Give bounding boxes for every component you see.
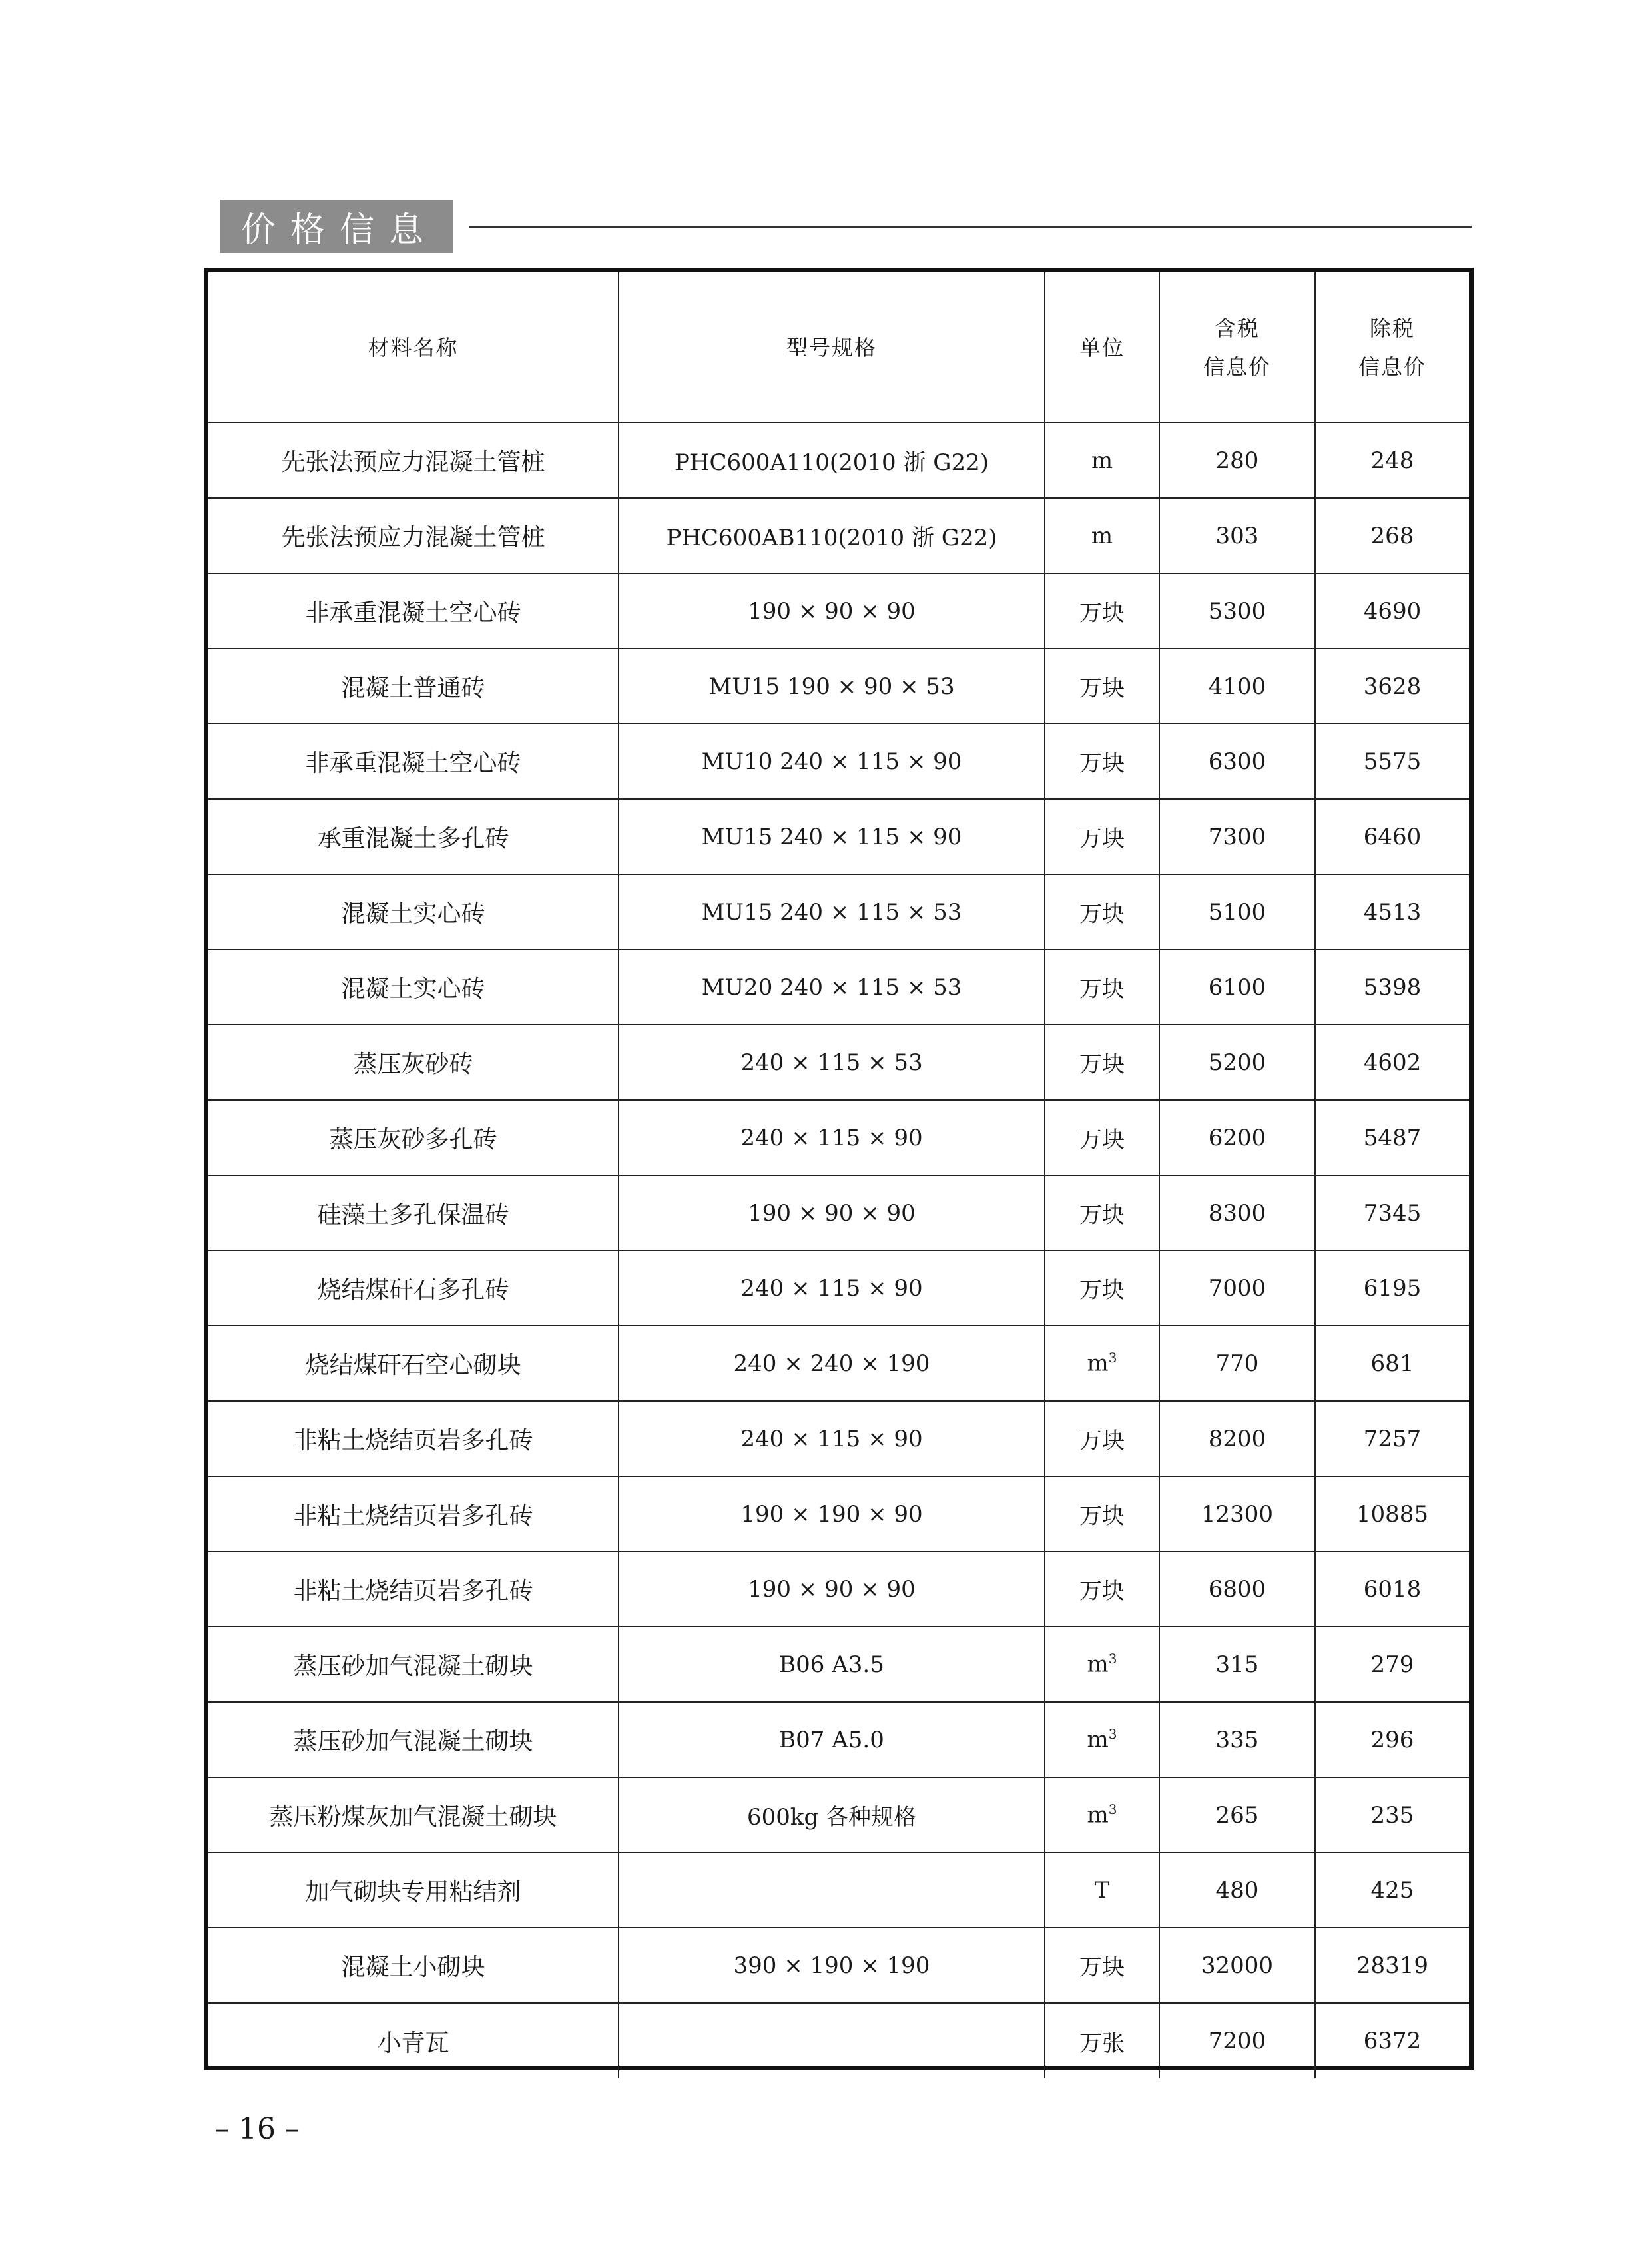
cell-spec: PHC600A110(2010 浙 G22) <box>619 423 1045 498</box>
cell-material-name: 烧结煤矸石空心砌块 <box>208 1326 619 1401</box>
header-label-line2: 信息价 <box>1203 354 1271 380</box>
cell-price-tax-incl: 7000 <box>1159 1251 1315 1326</box>
cell-price-tax-excl: 279 <box>1315 1627 1469 1702</box>
cell-price-tax-excl: 5487 <box>1315 1100 1469 1175</box>
table-row <box>208 1100 1469 1175</box>
cell-price-tax-excl: 3628 <box>1315 649 1469 724</box>
cell-unit: $m^3$ <box>1045 1702 1159 1777</box>
cell-price-tax-excl: 4602 <box>1315 1025 1469 1100</box>
cell-price-tax-excl: 6018 <box>1315 1552 1469 1627</box>
cell-spec: 240 × 115 × 90 <box>619 1100 1045 1175</box>
table-row <box>208 498 1469 573</box>
cell-price-tax-incl: 335 <box>1159 1702 1315 1777</box>
cell-unit: T <box>1045 1852 1159 1928</box>
cell-spec: 240 × 115 × 90 <box>619 1251 1045 1326</box>
cell-unit: 万块 <box>1045 1175 1159 1251</box>
cell-price-tax-incl: 7300 <box>1159 799 1315 874</box>
header-spec <box>619 272 1045 423</box>
table-row <box>208 724 1469 799</box>
table-body <box>208 423 1469 2078</box>
cell-price-tax-excl: 5575 <box>1315 724 1469 799</box>
header-label-line1: 含税 <box>1214 315 1260 341</box>
cell-material-name: 混凝土普通砖 <box>208 649 619 724</box>
cell-spec: 240 × 240 × 190 <box>619 1326 1045 1401</box>
table-row <box>208 1326 1469 1401</box>
cell-unit: $m^3$ <box>1045 1777 1159 1852</box>
cell-material-name: 混凝土小砌块 <box>208 1928 619 2003</box>
cell-spec: MU20 240 × 115 × 53 <box>619 950 1045 1025</box>
cell-material-name: 蒸压砂加气混凝土砌块 <box>208 1702 619 1777</box>
cell-unit: 万块 <box>1045 724 1159 799</box>
cell-unit: 万块 <box>1045 799 1159 874</box>
header-label-line1: 单位 <box>1079 334 1125 360</box>
cell-price-tax-incl: 12300 <box>1159 1476 1315 1552</box>
cell-price-tax-incl: 315 <box>1159 1627 1315 1702</box>
cell-material-name: 非粘土烧结页岩多孔砖 <box>208 1401 619 1476</box>
cell-price-tax-incl: 7200 <box>1159 2003 1315 2078</box>
cell-spec <box>619 1852 1045 1928</box>
table-row <box>208 1025 1469 1100</box>
cell-material-name: 承重混凝土多孔砖 <box>208 799 619 874</box>
table-row <box>208 1627 1469 1702</box>
table-row <box>208 423 1469 498</box>
cell-unit: 万块 <box>1045 1552 1159 1627</box>
cell-price-tax-incl: 4100 <box>1159 649 1315 724</box>
table-row <box>208 573 1469 649</box>
price-table <box>204 268 1474 2070</box>
cell-spec: B07 A5.0 <box>619 1702 1045 1777</box>
cell-unit: $m^3$ <box>1045 1326 1159 1401</box>
cell-price-tax-incl: 6800 <box>1159 1552 1315 1627</box>
cell-spec: 240 × 115 × 53 <box>619 1025 1045 1100</box>
cell-spec <box>619 2003 1045 2078</box>
cell-material-name: 加气砌块专用粘结剂 <box>208 1852 619 1928</box>
cell-price-tax-excl: 4690 <box>1315 573 1469 649</box>
cell-price-tax-incl: 8300 <box>1159 1175 1315 1251</box>
cell-price-tax-incl: 6300 <box>1159 724 1315 799</box>
table-row <box>208 1702 1469 1777</box>
cell-material-name: 蒸压灰砂砖 <box>208 1025 619 1100</box>
cell-price-tax-excl: 6195 <box>1315 1251 1469 1326</box>
table-row <box>208 1928 1469 2003</box>
header-label-line1: 型号规格 <box>786 334 877 360</box>
table-header-row <box>208 272 1469 423</box>
cell-unit: 万块 <box>1045 1401 1159 1476</box>
header-divider <box>469 226 1472 228</box>
cell-price-tax-excl: 10885 <box>1315 1476 1469 1552</box>
header-label-line2: 信息价 <box>1358 354 1426 380</box>
cell-unit: 万块 <box>1045 874 1159 950</box>
table-row <box>208 1175 1469 1251</box>
cell-price-tax-excl: 6460 <box>1315 799 1469 874</box>
cell-spec: 600kg 各种规格 <box>619 1777 1045 1852</box>
table-row <box>208 1552 1469 1627</box>
cell-price-tax-excl: 7257 <box>1315 1401 1469 1476</box>
cell-spec: MU15 240 × 115 × 90 <box>619 799 1045 874</box>
cell-unit: 万块 <box>1045 649 1159 724</box>
cell-price-tax-incl: 480 <box>1159 1852 1315 1928</box>
cell-unit: m <box>1045 423 1159 498</box>
cell-spec: 190 × 90 × 90 <box>619 1175 1045 1251</box>
cell-unit: $m^3$ <box>1045 1627 1159 1702</box>
table-row <box>208 1401 1469 1476</box>
cell-price-tax-incl: 770 <box>1159 1326 1315 1401</box>
header-material-name <box>208 272 619 423</box>
cell-material-name: 非粘土烧结页岩多孔砖 <box>208 1476 619 1552</box>
cell-material-name: 先张法预应力混凝土管桩 <box>208 423 619 498</box>
cell-price-tax-incl: 6100 <box>1159 950 1315 1025</box>
cell-spec: MU10 240 × 115 × 90 <box>619 724 1045 799</box>
cell-material-name: 蒸压灰砂多孔砖 <box>208 1100 619 1175</box>
cell-price-tax-excl: 425 <box>1315 1852 1469 1928</box>
table-row <box>208 2003 1469 2078</box>
cell-price-tax-incl: 5300 <box>1159 573 1315 649</box>
header-unit <box>1045 272 1159 423</box>
cell-unit: 万块 <box>1045 1025 1159 1100</box>
table-row <box>208 1777 1469 1852</box>
cell-price-tax-excl: 6372 <box>1315 2003 1469 2078</box>
cell-material-name: 小青瓦 <box>208 2003 619 2078</box>
cell-material-name: 蒸压砂加气混凝土砌块 <box>208 1627 619 1702</box>
cell-spec: 390 × 190 × 190 <box>619 1928 1045 2003</box>
cell-price-tax-excl: 235 <box>1315 1777 1469 1852</box>
cell-spec: PHC600AB110(2010 浙 G22) <box>619 498 1045 573</box>
cell-price-tax-incl: 8200 <box>1159 1401 1315 1476</box>
cell-material-name: 非承重混凝土空心砖 <box>208 573 619 649</box>
unit-superscript: 3 <box>1108 1801 1117 1818</box>
cell-spec: MU15 240 × 115 × 53 <box>619 874 1045 950</box>
table-row <box>208 799 1469 874</box>
cell-unit: 万张 <box>1045 2003 1159 2078</box>
unit-superscript: 3 <box>1108 1651 1117 1667</box>
cell-price-tax-excl: 7345 <box>1315 1175 1469 1251</box>
cell-unit: 万块 <box>1045 573 1159 649</box>
cell-material-name: 先张法预应力混凝土管桩 <box>208 498 619 573</box>
cell-unit: 万块 <box>1045 1476 1159 1552</box>
cell-material-name: 非承重混凝土空心砖 <box>208 724 619 799</box>
header-label-line1: 材料名称 <box>368 334 459 360</box>
cell-price-tax-incl: 5200 <box>1159 1025 1315 1100</box>
cell-spec: MU15 190 × 90 × 53 <box>619 649 1045 724</box>
table-row <box>208 1852 1469 1928</box>
cell-price-tax-incl: 265 <box>1159 1777 1315 1852</box>
cell-price-tax-excl: 296 <box>1315 1702 1469 1777</box>
cell-price-tax-incl: 32000 <box>1159 1928 1315 2003</box>
cell-material-name: 烧结煤矸石多孔砖 <box>208 1251 619 1326</box>
table-row <box>208 950 1469 1025</box>
cell-price-tax-excl: 681 <box>1315 1326 1469 1401</box>
cell-price-tax-excl: 4513 <box>1315 874 1469 950</box>
page-number: – 16 – <box>214 2112 300 2146</box>
cell-price-tax-incl: 6200 <box>1159 1100 1315 1175</box>
cell-unit: 万块 <box>1045 1100 1159 1175</box>
cell-unit: m <box>1045 498 1159 573</box>
table-row <box>208 874 1469 950</box>
cell-price-tax-incl: 280 <box>1159 423 1315 498</box>
table-row <box>208 1251 1469 1326</box>
unit-superscript: 3 <box>1108 1350 1117 1366</box>
table-row <box>208 649 1469 724</box>
header-price-tax-incl <box>1159 272 1315 423</box>
table-row <box>208 1476 1469 1552</box>
cell-spec: 190 × 90 × 90 <box>619 573 1045 649</box>
cell-unit: 万块 <box>1045 1251 1159 1326</box>
cell-material-name: 硅藻土多孔保温砖 <box>208 1175 619 1251</box>
header-price-tax-excl <box>1315 272 1469 423</box>
cell-price-tax-excl: 248 <box>1315 423 1469 498</box>
cell-price-tax-incl: 5100 <box>1159 874 1315 950</box>
unit-superscript: 3 <box>1108 1726 1117 1743</box>
cell-price-tax-incl: 303 <box>1159 498 1315 573</box>
cell-material-name: 混凝土实心砖 <box>208 874 619 950</box>
cell-material-name: 非粘土烧结页岩多孔砖 <box>208 1552 619 1627</box>
cell-spec: 190 × 90 × 90 <box>619 1552 1045 1627</box>
section-title: 价格信息 <box>220 200 453 253</box>
cell-spec: B06 A3.5 <box>619 1627 1045 1702</box>
cell-material-name: 混凝土实心砖 <box>208 950 619 1025</box>
cell-unit: 万块 <box>1045 1928 1159 2003</box>
cell-price-tax-excl: 28319 <box>1315 1928 1469 2003</box>
cell-material-name: 蒸压粉煤灰加气混凝土砌块 <box>208 1777 619 1852</box>
cell-spec: 240 × 115 × 90 <box>619 1401 1045 1476</box>
cell-price-tax-excl: 5398 <box>1315 950 1469 1025</box>
cell-price-tax-excl: 268 <box>1315 498 1469 573</box>
header-label-line1: 除税 <box>1369 315 1415 341</box>
cell-spec: 190 × 190 × 90 <box>619 1476 1045 1552</box>
cell-unit: 万块 <box>1045 950 1159 1025</box>
